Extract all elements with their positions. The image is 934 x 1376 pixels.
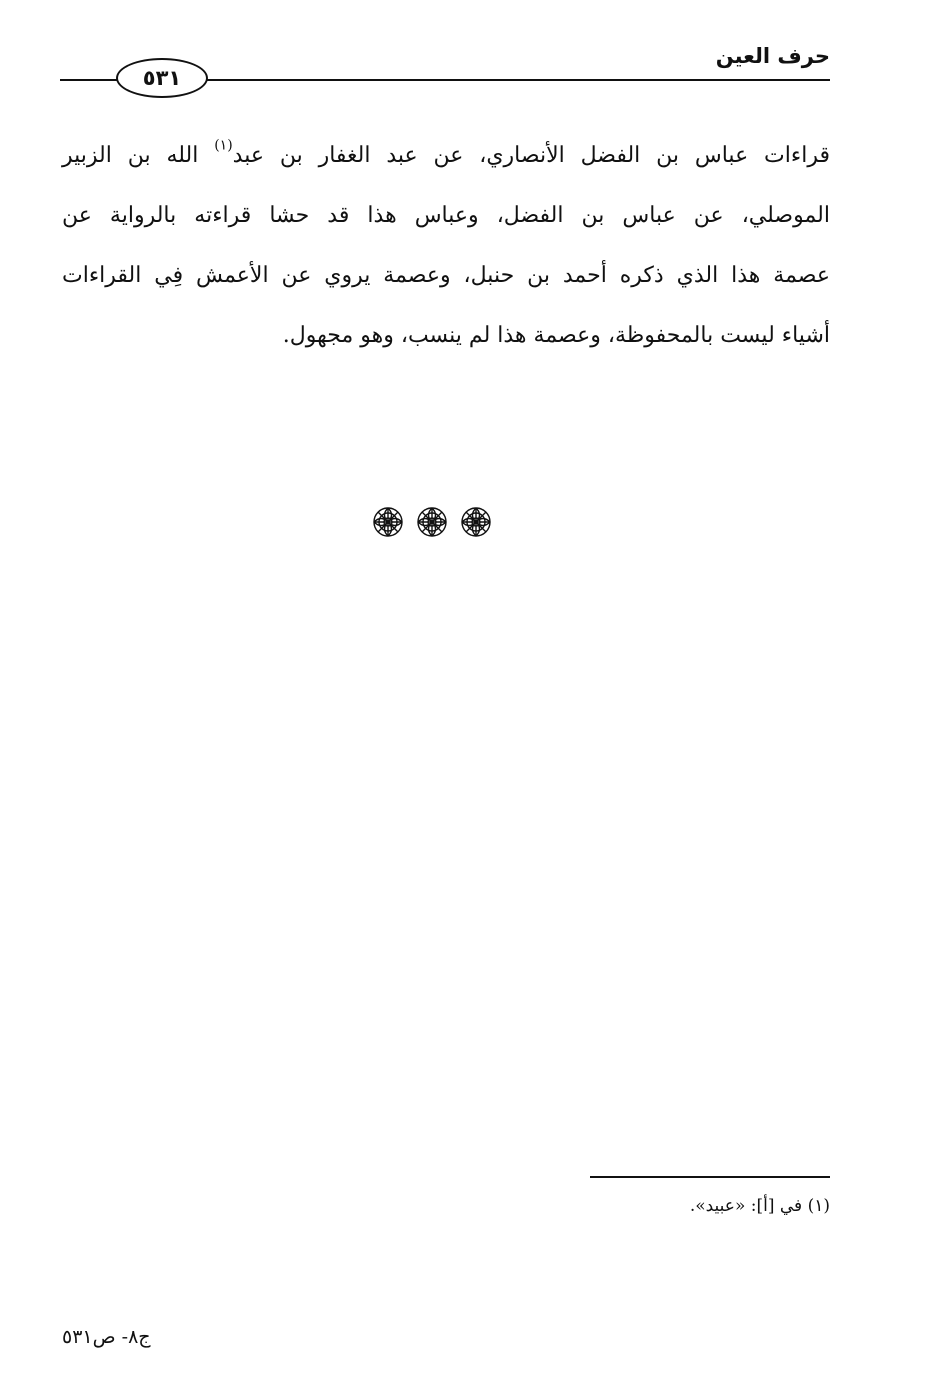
section-divider-ornaments xyxy=(371,505,493,539)
body-line-1 xyxy=(62,126,830,186)
page-number-badge xyxy=(116,58,208,98)
chapter-title: حرف العين xyxy=(715,44,830,68)
body-line-3: عصمة هذا الذي ذكره أحمد بن حنبل، وعصمة يروي عن الأعمش فِي القراءات xyxy=(62,263,830,288)
page-number: ٥٣١ xyxy=(142,66,182,90)
body-paragraph xyxy=(62,126,830,366)
body-line-4: أشياء ليست بالمحفوظة، وعصمة هذا لم ينسب، وهو مجهول. xyxy=(282,323,830,348)
body-line-2: الموصلي، عن عباس بن الفضل، وعباس هذا قد حشا قراءته بالرواية عن xyxy=(62,203,830,228)
body-line-1-text: قراءات عباس بن الفضل الأنصاري، عن عبد الغفار بن عبد xyxy=(232,143,830,168)
footnote xyxy=(690,1196,830,1216)
floral-rosette-icon xyxy=(371,505,405,539)
footnote-separator xyxy=(590,1176,830,1178)
volume-page-reference: ج٨- ص٥٣١ xyxy=(62,1326,151,1348)
body-line-1-text-end: الله بن الزبير xyxy=(62,143,215,168)
floral-rosette-icon xyxy=(459,505,493,539)
footnote-text: في [أ]: «عبيد». xyxy=(689,1196,803,1216)
footnote-marker[interactable]: (١) xyxy=(214,137,233,154)
floral-rosette-icon xyxy=(415,505,449,539)
footnote-number: (١) xyxy=(807,1196,830,1216)
